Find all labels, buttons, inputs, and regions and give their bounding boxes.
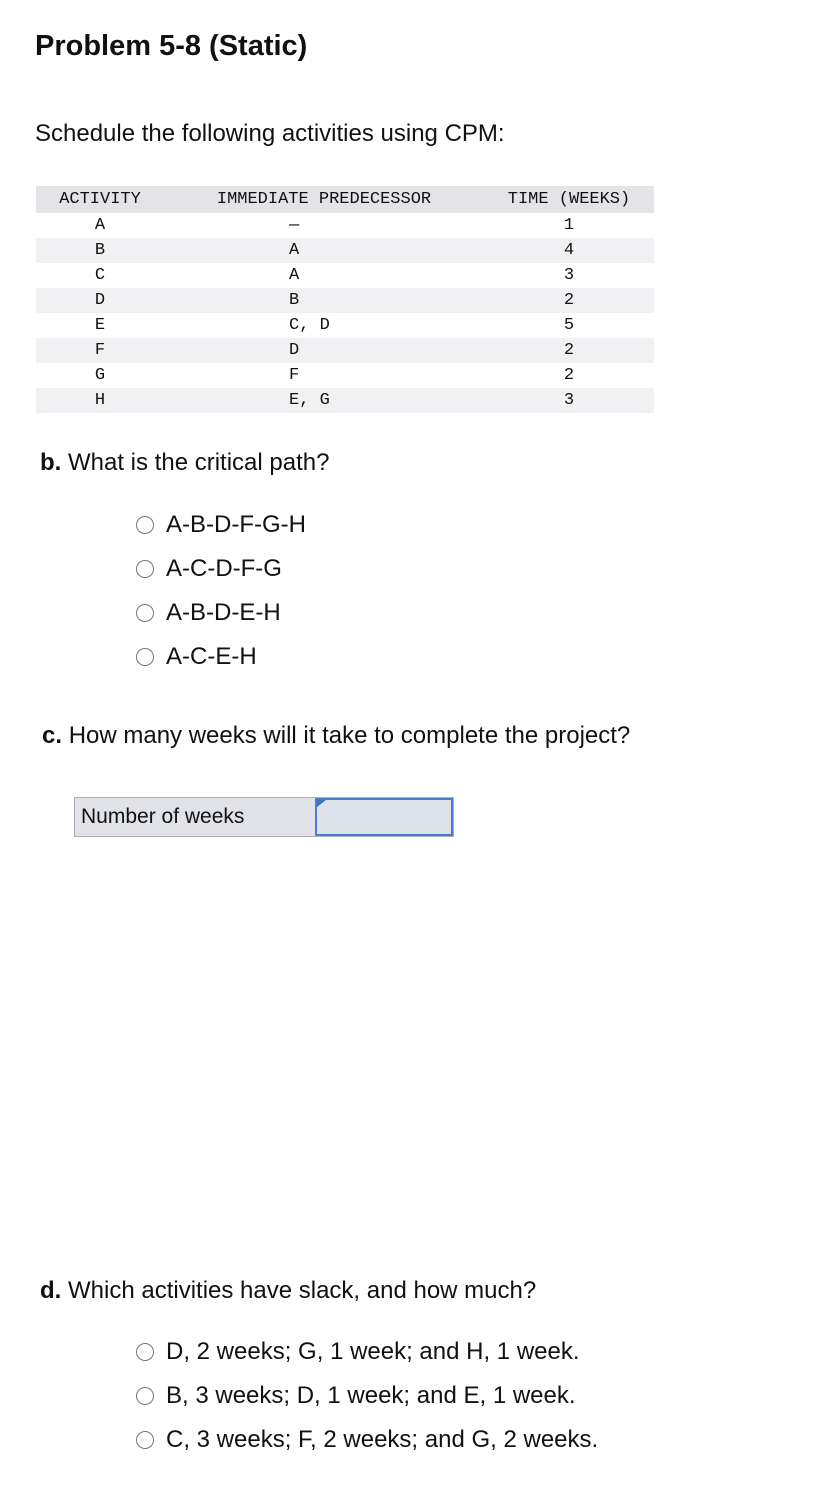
time-cell: 2 — [484, 288, 654, 313]
time-cell: 1 — [563, 216, 575, 235]
header-predecessor: IMMEDIATE PREDECESSOR — [164, 186, 484, 213]
critical-path-options — [136, 503, 306, 679]
option-label: A-B-D-F-G-H — [166, 511, 306, 538]
predecessor-cell: A — [164, 238, 484, 263]
table-row — [36, 338, 654, 363]
number-of-weeks-input[interactable] — [317, 800, 451, 834]
question-b — [40, 449, 329, 477]
critical-path-option[interactable] — [136, 591, 306, 635]
table-row — [36, 313, 654, 338]
table-header-row — [36, 186, 654, 213]
activity-cell: C — [94, 266, 106, 285]
predecessor-cell: D — [164, 338, 484, 363]
activity-cell: E — [94, 316, 106, 335]
predecessor-cell: — — [289, 216, 300, 235]
option-label: A-B-D-E-H — [166, 599, 281, 626]
question-d-label: d. — [40, 1277, 62, 1304]
table-row — [36, 213, 654, 238]
activity-cell: D — [36, 288, 164, 313]
activity-table — [36, 186, 654, 413]
option-label: B, 3 weeks; D, 1 week; and E, 1 week. — [166, 1382, 576, 1409]
radio-button[interactable] — [136, 648, 154, 666]
question-c-text: How many weeks will it take to complete the project? — [68, 722, 631, 749]
activity-cell: G — [94, 366, 106, 385]
question-b-text: What is the critical path? — [68, 449, 330, 476]
question-d — [40, 1277, 536, 1305]
page-title: Problem 5-8 (Static) — [35, 30, 308, 62]
option-label: A-C-D-F-G — [166, 555, 282, 582]
radio-button[interactable] — [136, 516, 154, 534]
predecessor-cell: E, G — [164, 388, 484, 413]
radio-button[interactable] — [136, 560, 154, 578]
answer-flag-icon — [317, 800, 326, 807]
predecessor-cell: B — [164, 288, 484, 313]
time-cell: 3 — [563, 266, 575, 285]
question-c-label: c. — [42, 722, 63, 749]
predecessor-cell: F — [289, 366, 300, 385]
header-activity: ACTIVITY — [36, 186, 164, 213]
table-row — [36, 238, 654, 263]
number-of-weeks-field — [74, 797, 454, 837]
predecessor-cell: C, D — [289, 316, 330, 335]
option-label: A-C-E-H — [166, 643, 257, 670]
number-of-weeks-input-wrapper[interactable] — [315, 798, 453, 836]
time-cell: 3 — [484, 388, 654, 413]
radio-button[interactable] — [136, 604, 154, 622]
option-label: D, 2 weeks; G, 1 week; and H, 1 week. — [166, 1338, 580, 1365]
number-of-weeks-label: Number of weeks — [81, 805, 245, 828]
table-row — [36, 288, 654, 313]
predecessor-cell: A — [289, 266, 300, 285]
time-cell: 5 — [563, 316, 575, 335]
time-cell: 4 — [484, 238, 654, 263]
table-row — [36, 263, 654, 288]
radio-button[interactable] — [136, 1431, 154, 1449]
radio-button[interactable] — [136, 1343, 154, 1361]
table-row — [36, 388, 654, 413]
table-row — [36, 363, 654, 388]
activity-cell: H — [36, 388, 164, 413]
slack-option[interactable] — [136, 1418, 598, 1462]
option-label: C, 3 weeks; F, 2 weeks; and G, 2 weeks. — [166, 1426, 599, 1453]
question-c — [42, 722, 630, 750]
critical-path-option[interactable] — [136, 547, 306, 591]
critical-path-option[interactable] — [136, 635, 306, 679]
activity-cell: B — [36, 238, 164, 263]
slack-options — [136, 1330, 598, 1462]
header-time: TIME (WEEKS) — [484, 186, 654, 213]
slack-option[interactable] — [136, 1374, 598, 1418]
critical-path-option[interactable] — [136, 503, 306, 547]
question-b-label: b. — [40, 449, 62, 476]
slack-option[interactable] — [136, 1330, 598, 1374]
time-cell: 2 — [484, 338, 654, 363]
question-d-text: Which activities have slack, and how much? — [68, 1277, 537, 1304]
activity-cell: A — [94, 216, 106, 235]
time-cell: 2 — [563, 366, 575, 385]
radio-button[interactable] — [136, 1387, 154, 1405]
activity-cell: F — [36, 338, 164, 363]
intro-text: Schedule the following activities using CPM: — [35, 120, 505, 147]
